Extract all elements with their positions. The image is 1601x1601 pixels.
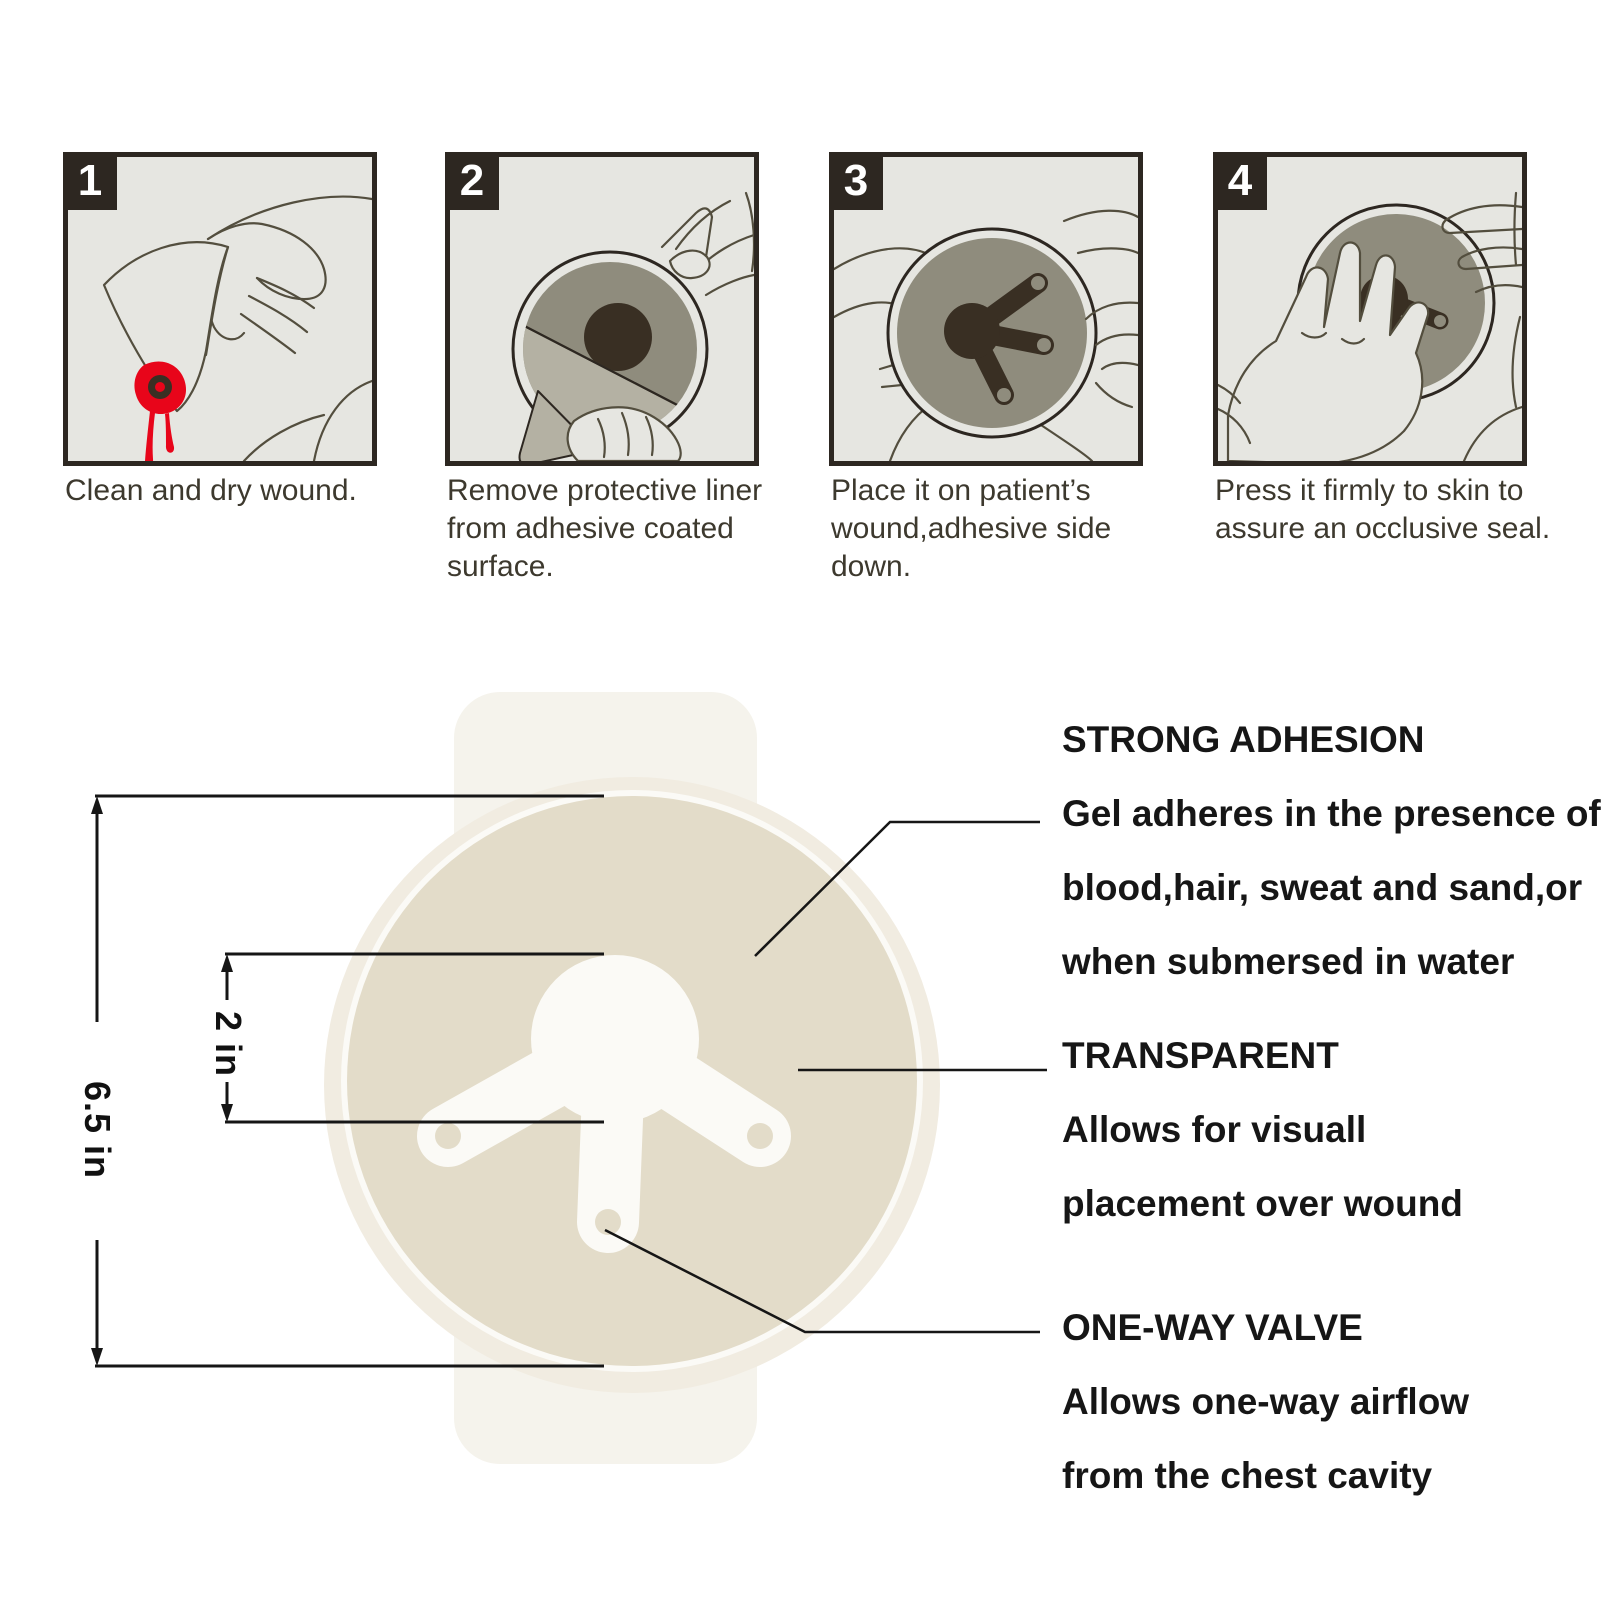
step-caption-1: Clean and dry wound. <box>65 474 357 507</box>
feature-strong-adhesion: STRONG ADHESION Gel adheres in the presence of blood,hair, sweat and sand,or when submersed in water <box>1062 703 1601 999</box>
feature-title: TRANSPARENT <box>1062 1035 1339 1076</box>
dimension-label-valve: 2 in <box>208 1010 249 1077</box>
step-number-badge: 3 <box>829 152 883 210</box>
valve-vent-hole <box>747 1123 773 1149</box>
dimension-label-overall: 6.5 in <box>77 1080 118 1180</box>
dimension-arrow-down <box>221 1104 233 1122</box>
step-number-badge: 1 <box>63 152 117 210</box>
feature-title: ONE-WAY VALVE <box>1062 1307 1363 1348</box>
feature-transparent: TRANSPARENT Allows for visuall placement over wound <box>1062 1019 1463 1241</box>
feature-one-way-valve: ONE-WAY VALVE Allows one-way airflow from the chest cavity <box>1062 1291 1469 1513</box>
step-caption-2: Remove protective liner from adhesive coated surface. <box>447 474 763 583</box>
dimension-arrow-down <box>91 1348 103 1366</box>
step-caption-3: Place it on patient’s wound,adhesive side down. <box>831 474 1112 583</box>
dimension-arrow-up <box>91 796 103 814</box>
step-caption-4: Press it firmly to skin to assure an occlusive seal. <box>1215 474 1551 545</box>
step-number-badge: 2 <box>445 152 499 210</box>
feature-title: STRONG ADHESION <box>1062 719 1425 760</box>
valve-vent-hole <box>435 1123 461 1149</box>
dimension-arrow-up <box>221 954 233 972</box>
step-number-badge: 4 <box>1213 152 1267 210</box>
